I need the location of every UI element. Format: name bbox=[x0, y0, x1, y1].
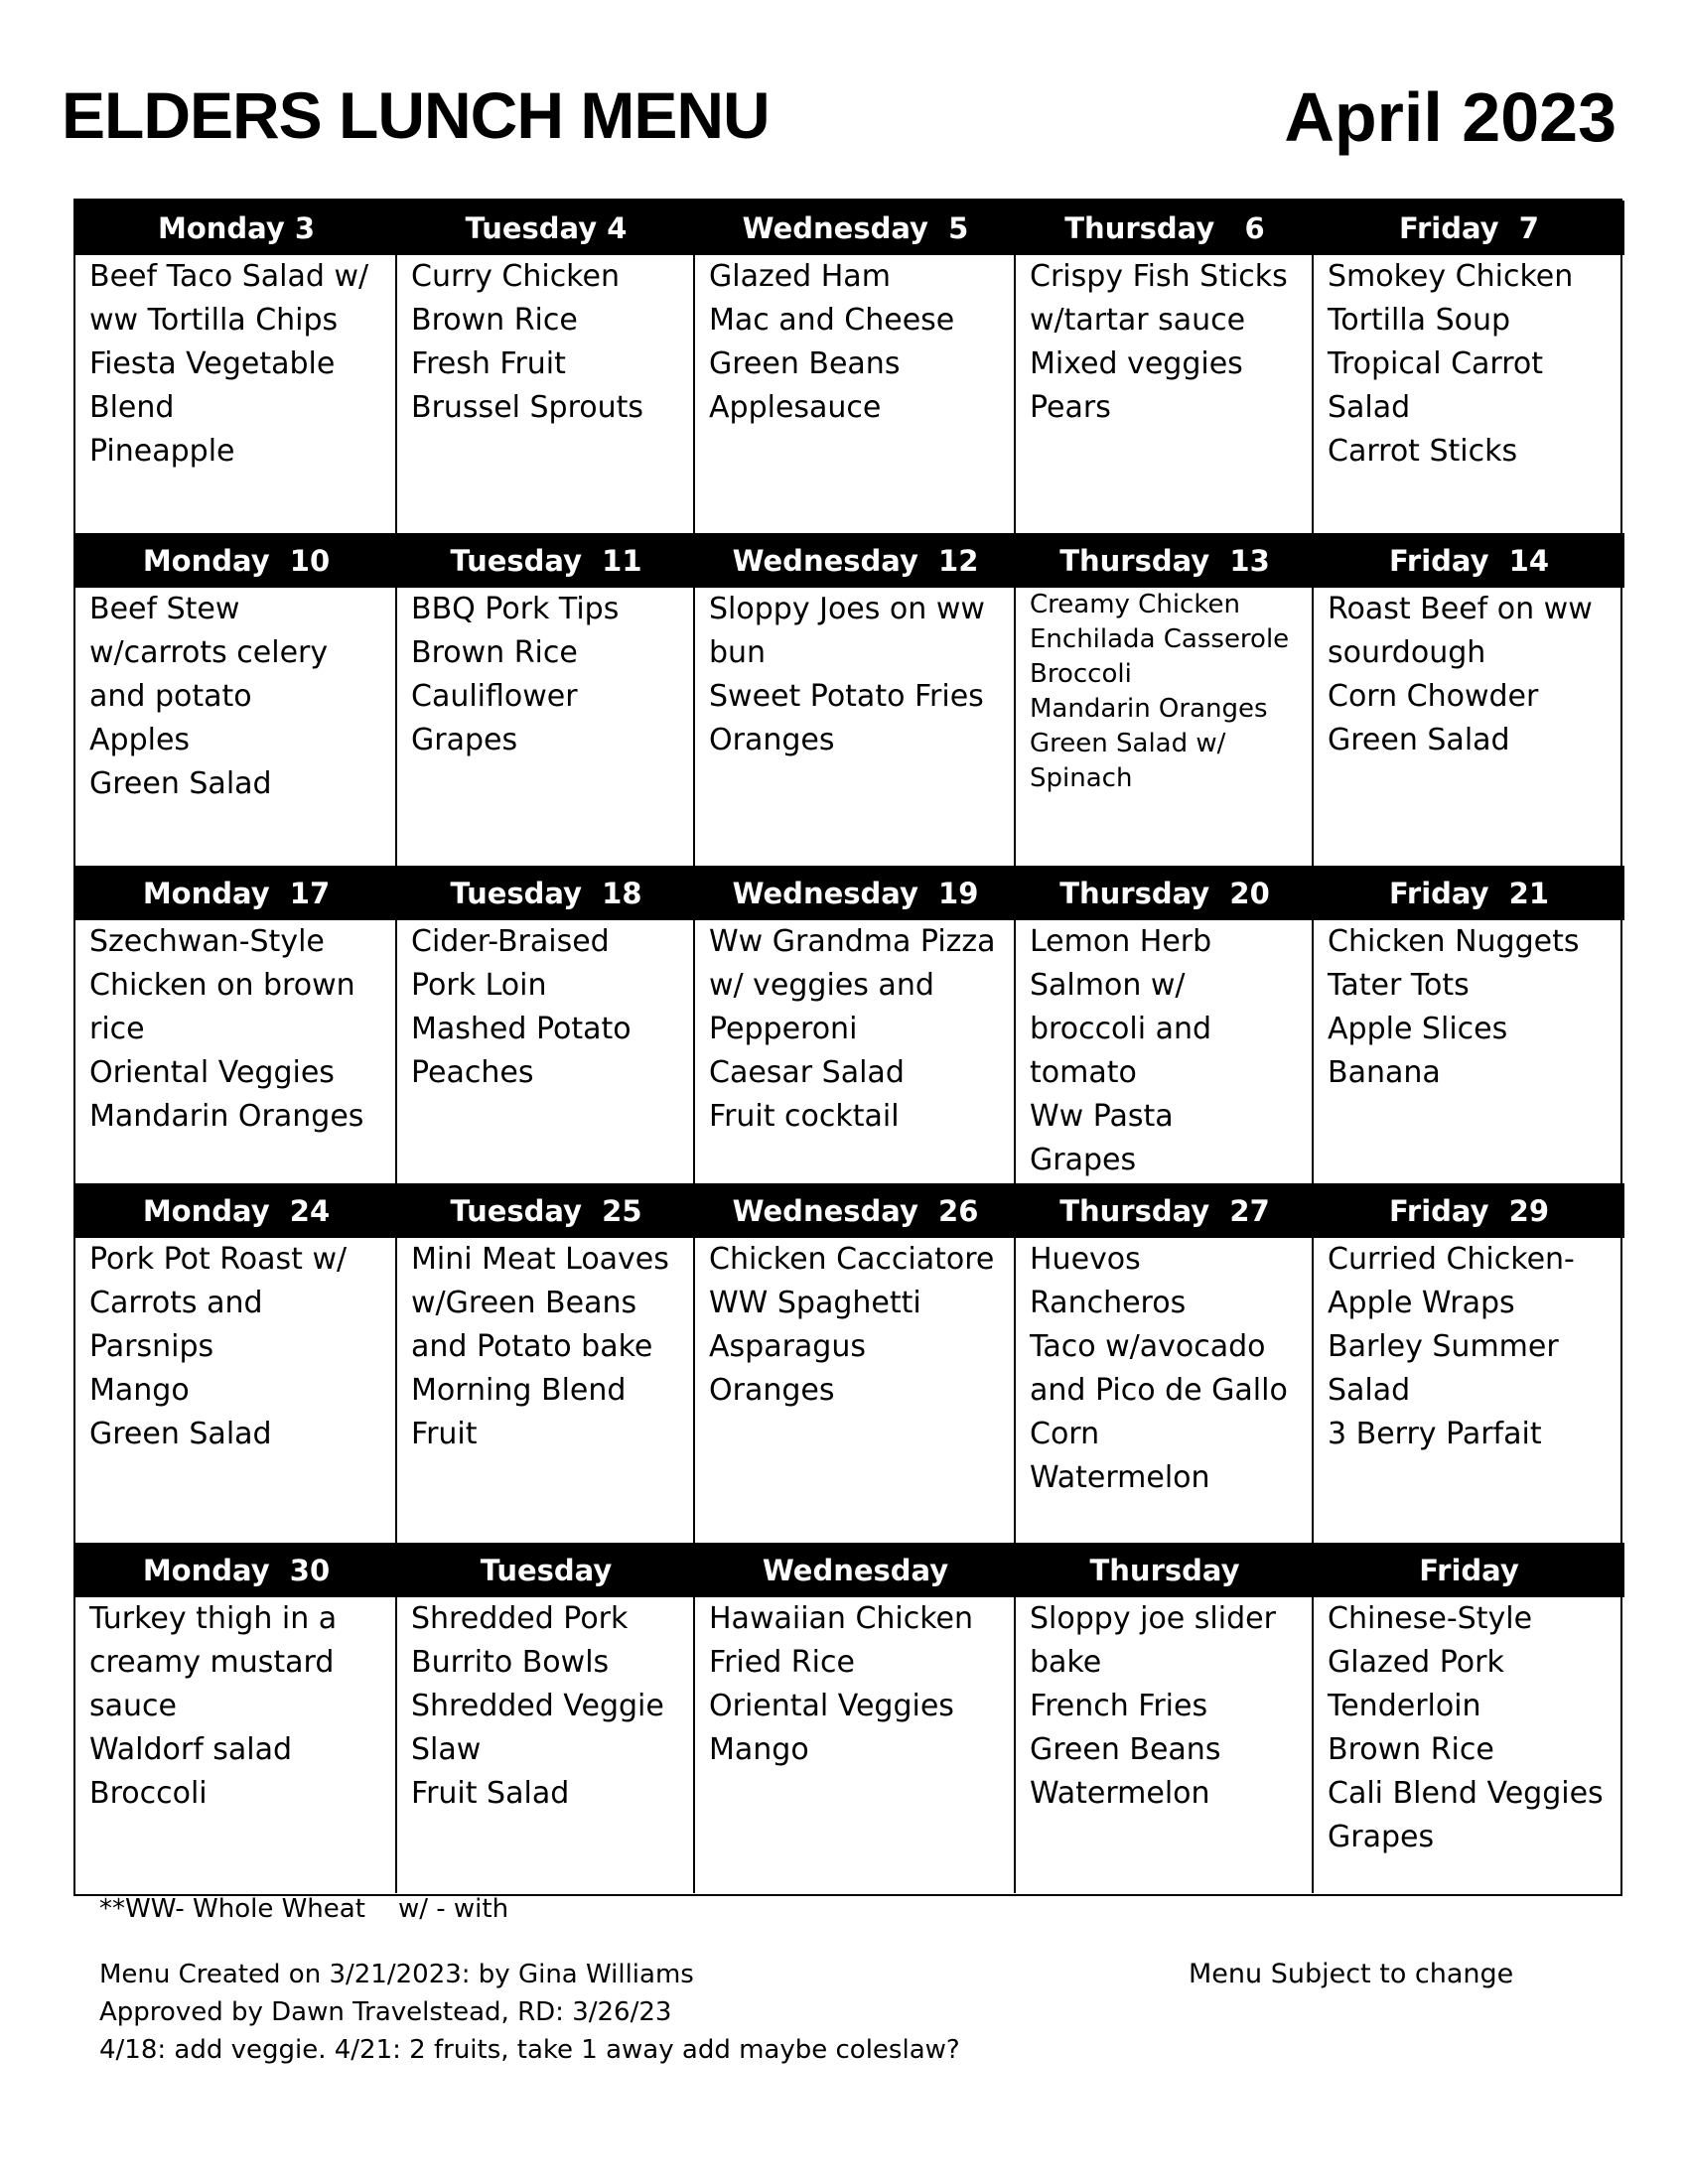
menu-item: 3 Berry Parfait bbox=[1328, 1417, 1542, 1451]
day-header: Monday 17 bbox=[75, 866, 397, 920]
menu-item: Green Salad bbox=[89, 766, 272, 801]
menu-item: Green Salad w/ bbox=[1030, 729, 1226, 758]
menu-item: Glazed Pork bbox=[1328, 1645, 1504, 1680]
menu-item: w/tartar sauce bbox=[1030, 303, 1246, 338]
menu-item: Banana bbox=[1328, 1055, 1441, 1090]
day-header: Monday 3 bbox=[75, 201, 397, 255]
menu-month: April 2023 bbox=[1284, 78, 1617, 156]
day-header: Monday 24 bbox=[75, 1183, 397, 1238]
menu-item: Green Beans bbox=[1030, 1732, 1221, 1767]
day-header: Monday 10 bbox=[75, 533, 397, 588]
menu-item: ww Tortilla Chips bbox=[89, 303, 339, 338]
day-header: Friday 7 bbox=[1314, 201, 1624, 255]
menu-item: Chicken Nuggets bbox=[1328, 924, 1580, 959]
day-menu-cell bbox=[1016, 1238, 1314, 1543]
menu-item: Chicken Cacciatore bbox=[709, 1242, 995, 1277]
menu-item: sourdough bbox=[1328, 635, 1486, 670]
menu-item: bake bbox=[1030, 1645, 1102, 1680]
menu-item: w/Green Beans bbox=[411, 1286, 637, 1320]
menu-item: Caesar Salad bbox=[709, 1055, 905, 1090]
menu-item: broccoli and bbox=[1030, 1012, 1212, 1046]
menu-item: Brussel Sprouts bbox=[411, 390, 644, 425]
menu-item: Parsnips bbox=[89, 1329, 214, 1364]
menu-item: Pork Loin bbox=[411, 968, 547, 1003]
created-note: Menu Created on 3/21/2023: by Gina Williams bbox=[99, 1960, 694, 1989]
menu-item: Hawaiian Chicken bbox=[709, 1601, 974, 1636]
menu-item: Pork Pot Roast w/ bbox=[89, 1242, 348, 1277]
menu-item: Fresh Fruit bbox=[411, 346, 566, 381]
menu-item: Apples bbox=[89, 723, 191, 757]
day-menu-cell bbox=[695, 1597, 1016, 1893]
menu-item: Barley Summer bbox=[1328, 1329, 1559, 1364]
day-header: Friday 29 bbox=[1314, 1183, 1624, 1238]
menu-item: Lemon Herb bbox=[1030, 924, 1212, 959]
menu-item: Shredded Veggie bbox=[411, 1689, 664, 1723]
day-menu-cell bbox=[75, 255, 397, 533]
day-menu-cell bbox=[1016, 588, 1314, 866]
menu-item: Pears bbox=[1030, 390, 1111, 425]
menu-item: Burrito Bowls bbox=[411, 1645, 610, 1680]
menu-item: Asparagus bbox=[709, 1329, 866, 1364]
menu-item: creamy mustard bbox=[89, 1645, 335, 1680]
revision-note: 4/18: add veggie. 4/21: 2 fruits, take 1 away add maybe coleslaw? bbox=[99, 2035, 960, 2065]
day-header: Wednesday 26 bbox=[695, 1183, 1016, 1238]
menu-item: Corn bbox=[1030, 1417, 1100, 1451]
menu-item: BBQ Pork Tips bbox=[411, 592, 620, 626]
menu-item: Mandarin Oranges bbox=[1030, 694, 1268, 724]
day-menu-cell bbox=[1314, 255, 1624, 533]
menu-item: Corn Chowder bbox=[1328, 679, 1539, 714]
menu-item: Brown Rice bbox=[411, 303, 578, 338]
menu-item: and Pico de Gallo bbox=[1030, 1373, 1288, 1408]
menu-item: Salmon w/ bbox=[1030, 968, 1186, 1003]
menu-item: Broccoli bbox=[89, 1776, 208, 1811]
day-menu-cell bbox=[1016, 255, 1314, 533]
menu-item: Blend bbox=[89, 390, 175, 425]
menu-item: Waldorf salad bbox=[89, 1732, 293, 1767]
menu-item: Morning Blend bbox=[411, 1373, 627, 1408]
menu-item: Ww Pasta bbox=[1030, 1099, 1174, 1134]
day-menu-cell bbox=[397, 1597, 695, 1893]
menu-item: Grapes bbox=[1030, 1143, 1137, 1177]
menu-item: Slaw bbox=[411, 1732, 482, 1767]
menu-item: Cali Blend Veggies bbox=[1328, 1776, 1604, 1811]
menu-item: Oriental Veggies bbox=[709, 1689, 954, 1723]
day-header: Wednesday 5 bbox=[695, 201, 1016, 255]
menu-item: Szechwan-Style bbox=[89, 924, 325, 959]
menu-item: Tenderloin bbox=[1328, 1689, 1481, 1723]
menu-item: Brown Rice bbox=[411, 635, 578, 670]
day-header: Monday 30 bbox=[75, 1543, 397, 1597]
menu-item: Apple Wraps bbox=[1328, 1286, 1515, 1320]
abbreviation-footnote: **WW- Whole Wheat w/ - with bbox=[99, 1894, 509, 1924]
day-header: Tuesday 18 bbox=[397, 866, 695, 920]
day-header: Wednesday 19 bbox=[695, 866, 1016, 920]
menu-item: Curry Chicken bbox=[411, 259, 620, 294]
menu-item: Ww Grandma Pizza bbox=[709, 924, 996, 959]
day-header: Wednesday bbox=[695, 1543, 1016, 1597]
menu-item: French Fries bbox=[1030, 1689, 1208, 1723]
menu-item: Huevos Rancheros bbox=[1030, 1242, 1187, 1320]
menu-item: w/ veggies and bbox=[709, 968, 934, 1003]
menu-item: Tater Tots bbox=[1328, 968, 1470, 1003]
menu-item: Sweet Potato Fries bbox=[709, 679, 984, 714]
menu-item: Crispy Fish Sticks bbox=[1030, 259, 1288, 294]
day-header: Thursday 27 bbox=[1016, 1183, 1314, 1238]
menu-item: Watermelon bbox=[1030, 1460, 1210, 1495]
day-menu-cell bbox=[397, 920, 695, 1183]
menu-item: Mixed veggies bbox=[1030, 346, 1243, 381]
menu-item: Green Beans bbox=[709, 346, 901, 381]
menu-item: Chinese-Style bbox=[1328, 1601, 1533, 1636]
menu-item: Creamy Chicken bbox=[1030, 590, 1240, 619]
day-menu-cell bbox=[75, 920, 397, 1183]
menu-item: Brown Rice bbox=[1328, 1732, 1494, 1767]
day-header: Thursday 13 bbox=[1016, 533, 1314, 588]
menu-item: rice bbox=[89, 1012, 145, 1046]
day-header: Friday 14 bbox=[1314, 533, 1624, 588]
menu-item: Salad bbox=[1328, 1373, 1411, 1408]
menu-item: Applesauce bbox=[709, 390, 882, 425]
menu-item: Beef Stew bbox=[89, 592, 240, 626]
day-menu-cell bbox=[1016, 1597, 1314, 1893]
menu-item: Salad bbox=[1328, 390, 1411, 425]
menu-item: w/carrots celery bbox=[89, 635, 329, 670]
menu-item: Oranges bbox=[709, 723, 835, 757]
menu-item: bun bbox=[709, 635, 767, 670]
menu-item: Spinach bbox=[1030, 763, 1133, 793]
day-header: Tuesday 4 bbox=[397, 201, 695, 255]
day-menu-cell bbox=[695, 588, 1016, 866]
menu-item: Fried Rice bbox=[709, 1645, 855, 1680]
menu-item: sauce bbox=[89, 1689, 177, 1723]
menu-item: Green Salad bbox=[1328, 723, 1510, 757]
menu-item: tomato bbox=[1030, 1055, 1137, 1090]
menu-item: Mashed Potato bbox=[411, 1012, 632, 1046]
menu-item: Mango bbox=[709, 1732, 809, 1767]
day-menu-cell bbox=[397, 1238, 695, 1543]
menu-item: Turkey thigh in a bbox=[89, 1601, 338, 1636]
day-menu-cell bbox=[75, 588, 397, 866]
menu-item: Apple Slices bbox=[1328, 1012, 1508, 1046]
menu-item: Mango bbox=[89, 1373, 190, 1408]
menu-item: Grapes bbox=[411, 723, 518, 757]
menu-item: Curried Chicken- bbox=[1328, 1242, 1575, 1277]
day-menu-cell bbox=[1016, 920, 1314, 1183]
menu-item: Broccoli bbox=[1030, 659, 1132, 689]
approved-note: Approved by Dawn Travelstead, RD: 3/26/23 bbox=[99, 1997, 672, 2027]
day-header: Wednesday 12 bbox=[695, 533, 1016, 588]
menu-item: Carrot Sticks bbox=[1328, 434, 1518, 469]
menu-item: Green Salad bbox=[89, 1417, 272, 1451]
day-menu-cell bbox=[1314, 588, 1624, 866]
day-header: Thursday bbox=[1016, 1543, 1314, 1597]
menu-item: Cider-Braised bbox=[411, 924, 610, 959]
day-header: Tuesday bbox=[397, 1543, 695, 1597]
day-menu-cell bbox=[695, 255, 1016, 533]
menu-item: Tropical Carrot bbox=[1328, 346, 1544, 381]
menu-item: Peaches bbox=[411, 1055, 534, 1090]
menu-title: ELDERS LUNCH MENU bbox=[62, 78, 770, 152]
menu-item: Fiesta Vegetable bbox=[89, 346, 336, 381]
day-menu-cell bbox=[695, 1238, 1016, 1543]
menu-item: WW Spaghetti bbox=[709, 1286, 921, 1320]
day-menu-cell bbox=[397, 255, 695, 533]
menu-item: Fruit Salad bbox=[411, 1776, 570, 1811]
day-header: Tuesday 11 bbox=[397, 533, 695, 588]
day-header: Friday 21 bbox=[1314, 866, 1624, 920]
menu-item: Roast Beef on ww bbox=[1328, 592, 1593, 626]
day-header: Thursday 20 bbox=[1016, 866, 1314, 920]
menu-item: Pineapple bbox=[89, 434, 235, 469]
day-menu-cell bbox=[75, 1597, 397, 1893]
day-menu-cell bbox=[1314, 920, 1624, 1183]
menu-item: and Potato bake bbox=[411, 1329, 653, 1364]
menu-item: and potato bbox=[89, 679, 252, 714]
menu-calendar-grid bbox=[73, 199, 1622, 1896]
menu-item: Shredded Pork bbox=[411, 1601, 629, 1636]
menu-item: Smokey Chicken bbox=[1328, 259, 1574, 294]
menu-item: Sloppy joe slider bbox=[1030, 1601, 1276, 1636]
menu-item: Mini Meat Loaves bbox=[411, 1242, 669, 1277]
menu-item: Mandarin Oranges bbox=[89, 1099, 364, 1134]
day-header: Thursday 6 bbox=[1016, 201, 1314, 255]
menu-item: Mac and Cheese bbox=[709, 303, 955, 338]
day-menu-cell bbox=[1314, 1597, 1624, 1893]
menu-item: Fruit bbox=[411, 1417, 478, 1451]
day-menu-cell bbox=[695, 920, 1016, 1183]
menu-item: Grapes bbox=[1328, 1820, 1435, 1854]
day-menu-cell bbox=[1314, 1238, 1624, 1543]
menu-item: Enchilada Casserole bbox=[1030, 624, 1290, 654]
menu-item: Watermelon bbox=[1030, 1776, 1210, 1811]
day-header: Tuesday 25 bbox=[397, 1183, 695, 1238]
menu-item: Fruit cocktail bbox=[709, 1099, 900, 1134]
menu-item: Beef Taco Salad w/ bbox=[89, 259, 369, 294]
day-menu-cell bbox=[75, 1238, 397, 1543]
menu-item: Glazed Ham bbox=[709, 259, 891, 294]
menu-item: Sloppy Joes on ww bbox=[709, 592, 985, 626]
subject-to-change-note: Menu Subject to change bbox=[1189, 1959, 1514, 1989]
menu-item: Cauliflower bbox=[411, 679, 578, 714]
day-header: Friday bbox=[1314, 1543, 1624, 1597]
menu-item: Chicken on brown bbox=[89, 968, 355, 1003]
menu-item: Taco w/avocado bbox=[1030, 1329, 1266, 1364]
menu-item: Pepperoni bbox=[709, 1012, 858, 1046]
menu-item: Carrots and bbox=[89, 1286, 263, 1320]
menu-credits bbox=[99, 1956, 960, 2069]
menu-item: Oriental Veggies bbox=[89, 1055, 335, 1090]
menu-item: Tortilla Soup bbox=[1328, 303, 1511, 338]
day-menu-cell bbox=[397, 588, 695, 866]
menu-item: Oranges bbox=[709, 1373, 835, 1408]
